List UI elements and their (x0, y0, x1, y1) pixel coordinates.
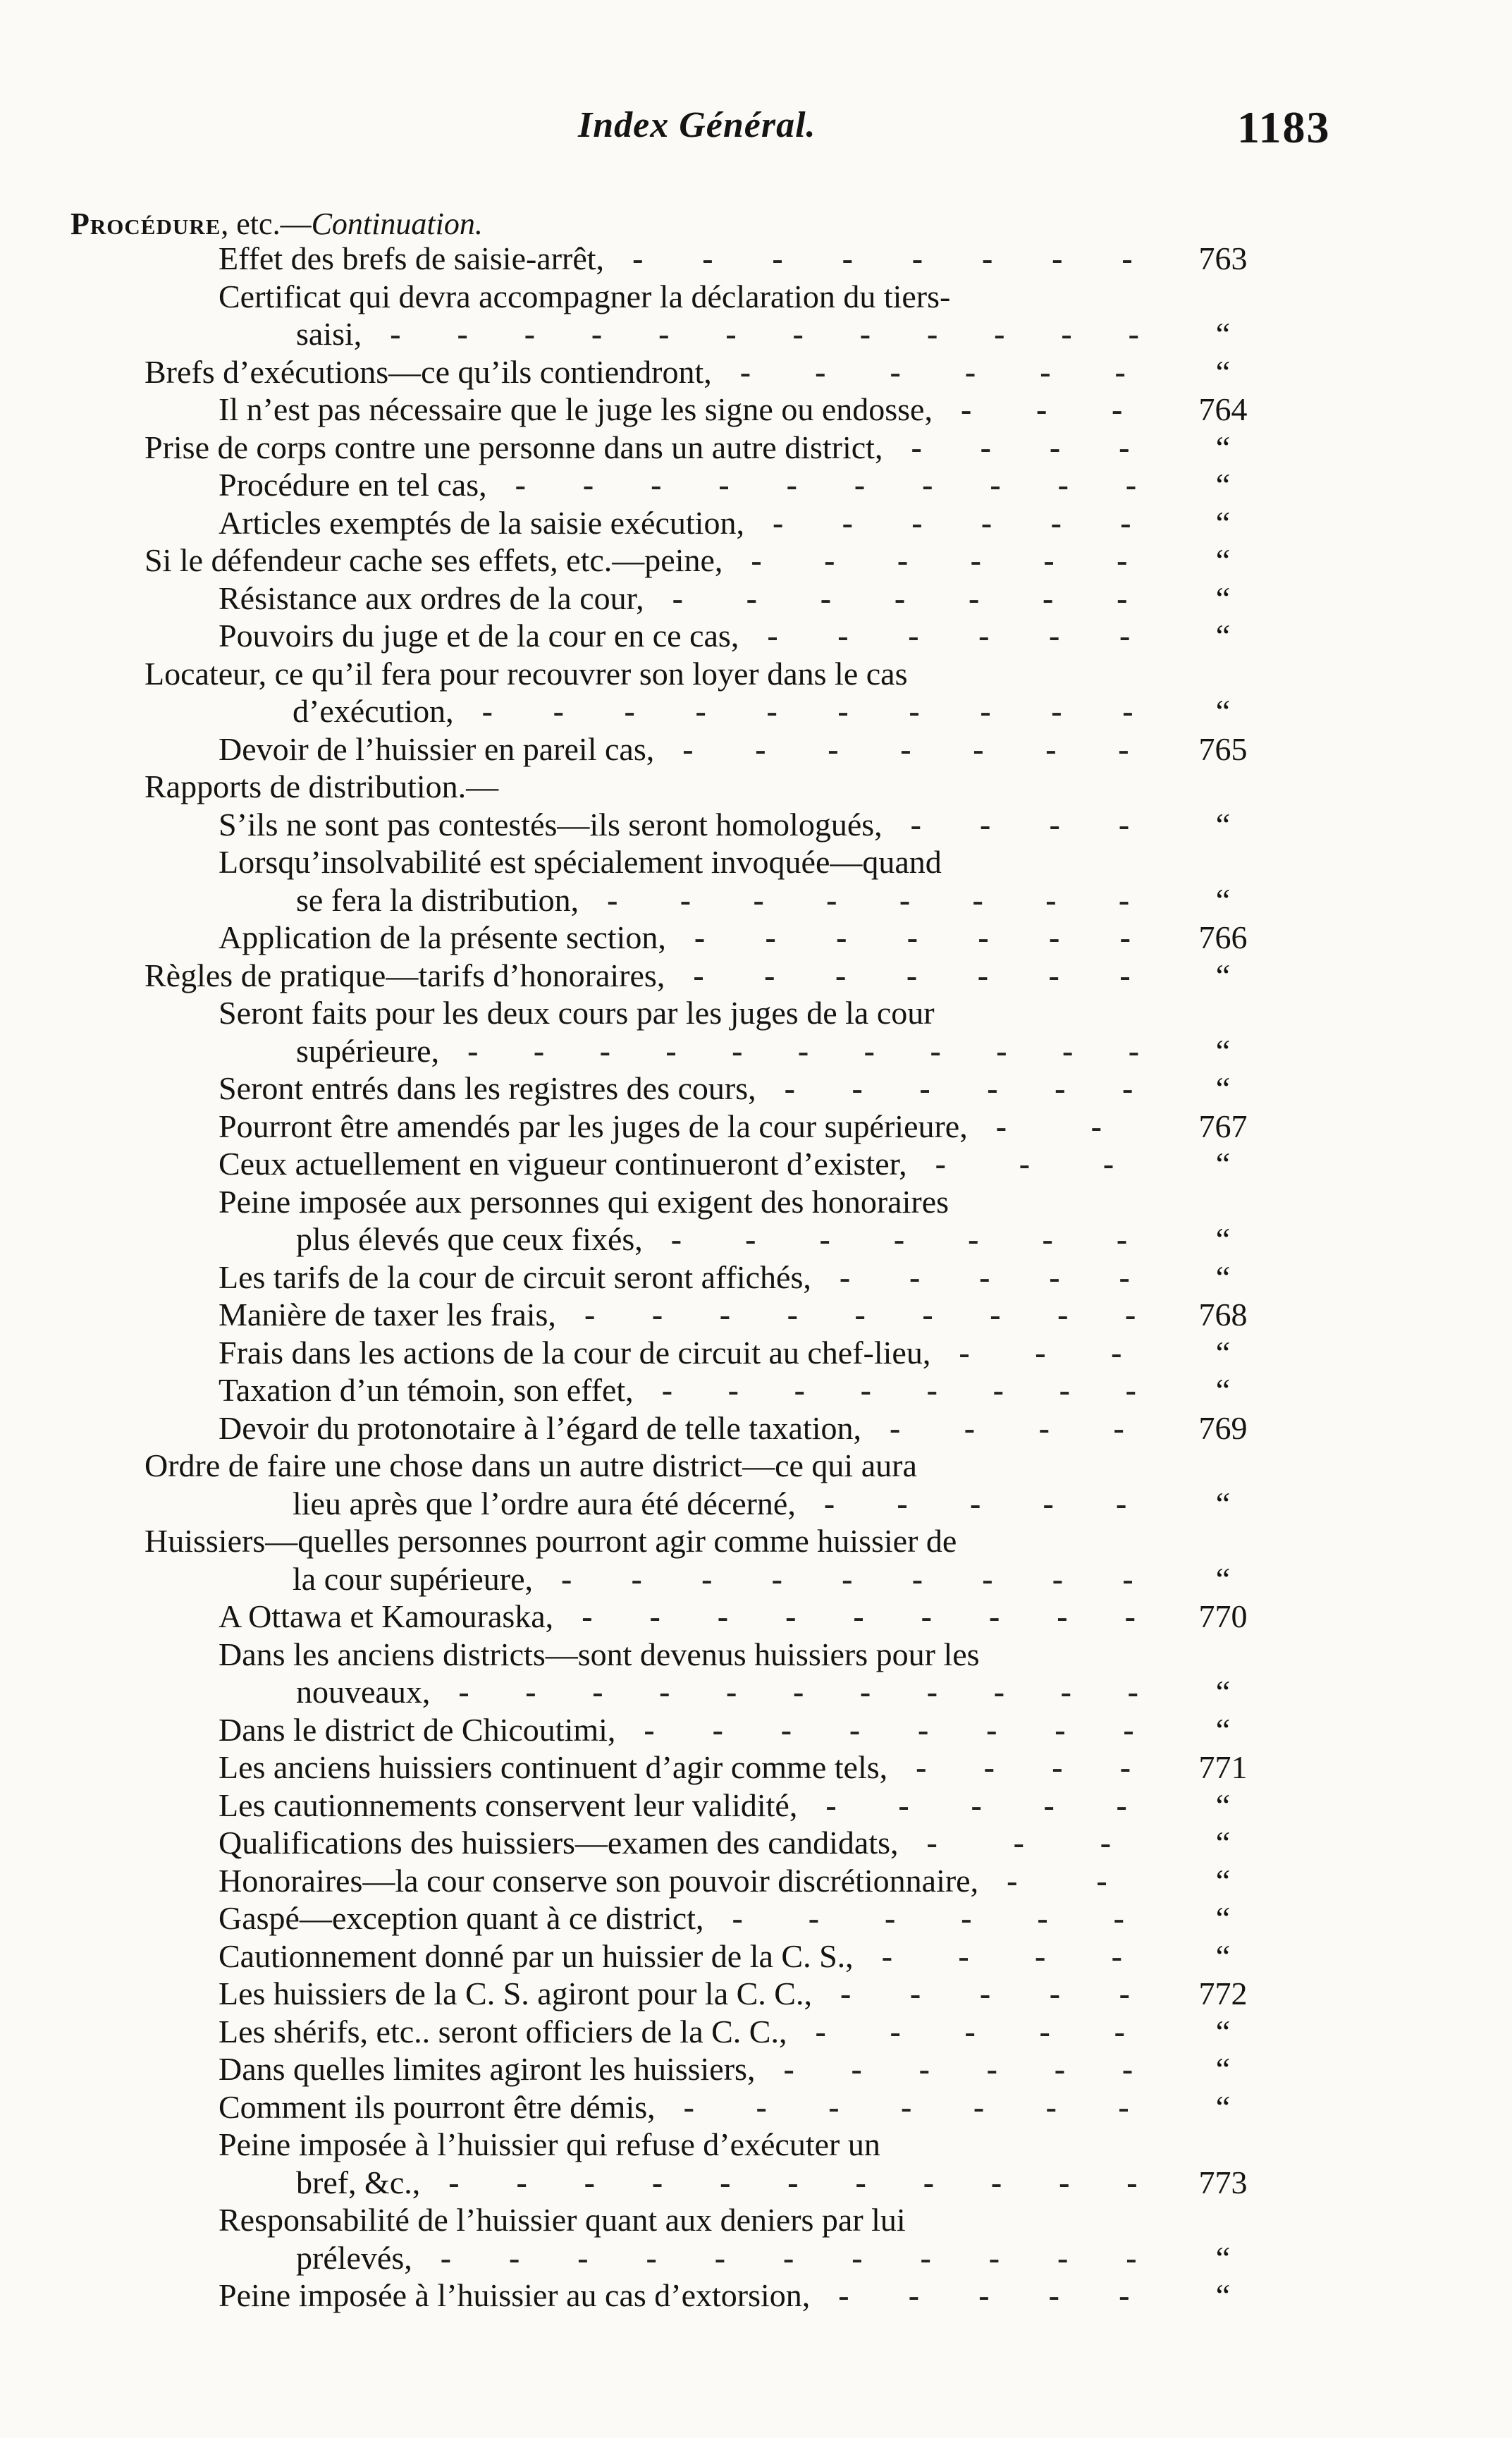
entry-page-ref: “ (1215, 542, 1231, 578)
leader-dashes: --- (935, 1146, 1187, 1182)
entry-text: Devoir de l’huissier en pareil cas, (219, 730, 655, 767)
entry-text: Seront faits pour les deux cours par les juges de la cour (219, 995, 935, 1031)
entry-page-ref: “ (1215, 2013, 1231, 2050)
entry-page-ref: 772 (1198, 1975, 1248, 2011)
entry-page-ref: 768 (1198, 1297, 1248, 1333)
leader-dashes: ------- (672, 580, 1191, 616)
entry-text: Gaspé—exception quant à ce district, (219, 1900, 704, 1936)
entry-page-ref: “ (1215, 429, 1231, 465)
index-entry (0, 617, 1512, 655)
section-heading (70, 206, 483, 242)
leader-dashes: ------------ (390, 316, 1196, 352)
leader-dashes: -------- (644, 1711, 1192, 1748)
entry-text: Huissiers—quelles personnes pourront agir comme huissier de (145, 1523, 957, 1559)
entry-continuation: nouveaux, (296, 1674, 431, 1710)
entry-text: Application de la présente section, (219, 919, 666, 955)
entry-text: Peine imposée à l’huissier qui refuse d’exécuter un (219, 2126, 880, 2162)
entry-continuation: supérieure, (296, 1032, 440, 1069)
index-entry (0, 580, 1512, 618)
leader-dashes: ------ (751, 542, 1190, 578)
entry-text: Frais dans les actions de la cour de circuit au chef-lieu, (219, 1334, 931, 1371)
index-entry (0, 1145, 1512, 1183)
running-title: Index Général. (578, 105, 816, 145)
leader-dashes: --- (960, 391, 1187, 427)
entry-text: Résistance aux ordres de la cour, (219, 580, 644, 616)
entry-text: Les huissiers de la C. S. agiront pour la C. C., (219, 1975, 812, 2011)
index-entry (0, 541, 1512, 580)
entry-text: A Ottawa et Kamouraska, (219, 1598, 554, 1634)
entry-text: Effet des brefs de saisie-arrêt, (219, 240, 605, 276)
entry-text: Lorsqu’insolvabilité est spécialement invoquée—quand (219, 844, 942, 880)
entry-page-ref: “ (1215, 881, 1231, 918)
entry-page-ref: “ (1215, 353, 1231, 390)
index-entry (0, 2050, 1512, 2088)
entry-continuation: prélevés, (296, 2239, 412, 2276)
entry-text: Il n’est pas nécessaire que le juge les signe ou endosse, (219, 391, 933, 427)
entry-page-ref: 771 (1198, 1749, 1248, 1785)
leader-dashes: ----- (838, 2277, 1189, 2313)
entry-text: Rapports de distribution.— (145, 768, 499, 804)
entry-page-ref: 773 (1198, 2164, 1248, 2200)
entry-page-ref: “ (1215, 467, 1231, 503)
entry-text: Les tarifs de la cour de circuit seront affichés, (219, 1258, 811, 1295)
leader-dashes: ----- (839, 1258, 1189, 1295)
entry-text: Dans le district de Chicoutimi, (219, 1711, 616, 1748)
entry-text: Devoir du protonotaire à l’égard de telle taxation, (219, 1409, 861, 1446)
index-entry (0, 957, 1512, 995)
entry-text: Pourront être amendés par les juges de la cour supérieure, (219, 1108, 968, 1144)
index-entry (0, 278, 1512, 353)
leader-dashes: ----------- (458, 1674, 1195, 1710)
entry-page-ref: 765 (1198, 730, 1248, 767)
entry-page-ref: “ (1215, 957, 1231, 993)
entry-text: Brefs d’exécutions—ce qu’ils contiendront, (145, 353, 712, 390)
leader-dashes: ----- (840, 1975, 1189, 2011)
index-entry (0, 1409, 1512, 1447)
index-entry (0, 1258, 1512, 1297)
section-name: Procédure (70, 207, 221, 241)
index-entry (0, 504, 1512, 542)
index-entry (0, 1937, 1512, 1975)
leader-dashes: ---------- (515, 467, 1194, 503)
entry-continuation: lieu après que l’ordre aura été décerné, (293, 1485, 796, 1521)
index-entry (0, 1824, 1512, 1862)
index-entry (0, 1070, 1512, 1108)
entry-page-ref: “ (1215, 2239, 1231, 2276)
leader-dashes: ----------- (448, 2164, 1195, 2200)
section-suffix: , etc.— (221, 207, 312, 241)
entry-page-ref: “ (1215, 1825, 1231, 1861)
entry-page-ref: “ (1215, 806, 1231, 843)
entry-page-ref: “ (1215, 1334, 1231, 1371)
entry-text: Règles de pratique—tarifs d’honoraires, (145, 957, 665, 993)
entry-page-ref: “ (1215, 580, 1231, 616)
leader-dashes: ---- (910, 806, 1188, 843)
entry-page-ref: “ (1215, 1787, 1231, 1823)
entry-page-ref: “ (1215, 1862, 1231, 1899)
entry-text: Peine imposée à l’huissier au cas d’extorsion, (219, 2277, 811, 2313)
entry-text: Comment ils pourront être démis, (219, 2088, 656, 2125)
leader-dashes: ---- (881, 1937, 1188, 1974)
entry-page-ref: “ (1215, 1560, 1231, 1597)
entry-text: Ceux actuellement en vigueur continueront d’exister, (219, 1146, 907, 1182)
index-entry (0, 843, 1512, 919)
leader-dashes: ------- (694, 919, 1191, 955)
index-entry (0, 2201, 1512, 2277)
index-entry (0, 1371, 1512, 1409)
entry-page-ref: 766 (1198, 919, 1248, 955)
entry-text: Dans quelles limites agiront les huissiers, (219, 2051, 756, 2087)
entry-continuation: la cour supérieure, (293, 1560, 534, 1597)
index-entry (0, 919, 1512, 957)
leader-dashes: ------- (682, 730, 1191, 767)
leader-dashes: ---- (889, 1409, 1188, 1446)
entry-text: Qualifications des huissiers—examen des candidats, (219, 1825, 899, 1861)
section-continuation: Continuation. (311, 207, 483, 241)
leader-dashes: -- (1007, 1862, 1186, 1899)
leader-dashes: --- (926, 1825, 1187, 1861)
entry-page-ref: “ (1215, 504, 1231, 541)
leader-dashes: ------ (783, 2051, 1190, 2087)
leader-dashes: --------- (582, 1598, 1193, 1634)
entry-page-ref: “ (1215, 1674, 1231, 1710)
leader-dashes: ----------- (440, 2239, 1195, 2276)
leader-dashes: ----- (825, 1787, 1189, 1823)
entry-text: Si le défendeur cache ses effets, etc.—peine, (145, 542, 723, 578)
entry-page-ref: “ (1215, 618, 1231, 654)
entry-page-ref: “ (1215, 1372, 1231, 1408)
entry-text: Prise de corps contre une personne dans un autre district, (145, 429, 883, 465)
leader-dashes: ------ (732, 1900, 1190, 1936)
entry-page-ref: 764 (1198, 391, 1248, 427)
leader-dashes: ----- (823, 1485, 1189, 1521)
index-entry (0, 1975, 1512, 2013)
entry-page-ref: “ (1215, 1032, 1231, 1069)
index-entry (0, 768, 1512, 806)
entry-page-ref: “ (1215, 1146, 1231, 1182)
index-entry (0, 1748, 1512, 1787)
index-entry (0, 353, 1512, 391)
index-entry (0, 1108, 1512, 1146)
entry-page-ref: “ (1215, 1900, 1231, 1936)
leader-dashes: ------ (739, 353, 1190, 390)
entry-text: Seront entrés dans les registres des cours, (219, 1070, 756, 1106)
entry-page-ref: “ (1215, 316, 1231, 352)
entry-page-ref: “ (1215, 1485, 1231, 1521)
entry-continuation: se fera la distribution, (296, 881, 579, 918)
leader-dashes: ----- (815, 2013, 1189, 2050)
index-entry (0, 466, 1512, 504)
page-header (0, 104, 1512, 161)
entry-continuation: d’exécution, (293, 693, 454, 729)
entry-text: Pouvoirs du juge et de la cour en ce cas, (219, 618, 739, 654)
index-entry (0, 1296, 1512, 1334)
entry-continuation: saisi, (296, 316, 362, 352)
entry-page-ref: “ (1215, 2277, 1231, 2313)
entry-page-ref: “ (1215, 2088, 1231, 2125)
index-entry (0, 1183, 1512, 1258)
leader-dashes: --- (959, 1334, 1187, 1371)
entry-page-ref: 763 (1198, 240, 1248, 276)
entry-text: Les anciens huissiers continuent d’agir comme tels, (219, 1749, 888, 1785)
entry-text: S’ils ne sont pas contestés—ils seront homologués, (219, 806, 883, 843)
entry-page-ref: 769 (1198, 1409, 1248, 1446)
index-entry (0, 1711, 1512, 1749)
leader-dashes: ------- (670, 1221, 1191, 1257)
entry-continuation: bref, &c., (296, 2164, 421, 2200)
index-entry (0, 730, 1512, 768)
page-number: 1183 (1237, 102, 1331, 152)
index-entry (0, 429, 1512, 467)
index-entry (0, 240, 1512, 278)
leader-dashes: ------- (683, 2088, 1191, 2125)
entry-text: Cautionnement donné par un huissier de la C. S., (219, 1937, 854, 1974)
entry-text: Les cautionnements conservent leur validité, (219, 1787, 798, 1823)
leader-dashes: ------- (693, 957, 1191, 993)
entry-page-ref: 770 (1198, 1598, 1248, 1634)
leader-dashes: ---------- (481, 693, 1194, 729)
entry-text: Responsabilité de l’huissier quant aux deniers par lui (219, 2202, 906, 2238)
index-entry (0, 806, 1512, 844)
index-entry (0, 1598, 1512, 1636)
entry-text: Ordre de faire une chose dans un autre district—ce qui aura (145, 1447, 917, 1483)
entry-page-ref: “ (1215, 1221, 1231, 1257)
entry-page-ref: “ (1215, 2051, 1231, 2087)
leader-dashes: ----------- (467, 1032, 1195, 1069)
entry-page-ref: 767 (1198, 1108, 1248, 1144)
entry-page-ref: “ (1215, 1711, 1231, 1748)
entry-text: Taxation d’un témoin, son effet, (219, 1372, 634, 1408)
index-entry (0, 1334, 1512, 1372)
index-entry (0, 1862, 1512, 1900)
entry-page-ref: “ (1215, 1937, 1231, 1974)
entry-text: Articles exemptés de la saisie exécution, (219, 504, 744, 541)
entry-page-ref: “ (1215, 693, 1231, 729)
entry-page-ref: “ (1215, 1258, 1231, 1295)
entry-text: Certificat qui devra accompagner la déclaration du tiers- (219, 278, 951, 314)
index-entry (0, 994, 1512, 1070)
entry-page-ref: “ (1215, 1070, 1231, 1106)
leader-dashes: --------- (584, 1297, 1193, 1333)
index-entries (0, 240, 1512, 2315)
entry-continuation: plus élevés que ceux fixés, (296, 1221, 643, 1257)
index-entry (0, 2277, 1512, 2315)
entry-text: Manière de taxer les frais, (219, 1297, 556, 1333)
index-entry (0, 2088, 1512, 2126)
entry-text: Honoraires—la cour conserve son pouvoir discrétionnaire, (219, 1862, 979, 1899)
index-entry (0, 1636, 1512, 1711)
entry-text: Peine imposée aux personnes qui exigent des honoraires (219, 1183, 949, 1220)
leader-dashes: -------- (607, 881, 1192, 918)
index-entry (0, 1447, 1512, 1522)
index-entry (0, 391, 1512, 429)
leader-dashes: ------ (784, 1070, 1190, 1106)
index-entry (0, 2013, 1512, 2051)
entry-text: Locateur, ce qu’il fera pour recouvrer son loyer dans le cas (145, 655, 908, 692)
leader-dashes: ---- (911, 429, 1188, 465)
leader-dashes: ------ (767, 618, 1190, 654)
leader-dashes: --------- (561, 1560, 1193, 1597)
leader-dashes: -- (995, 1108, 1186, 1144)
leader-dashes: ------ (772, 504, 1190, 541)
leader-dashes: -------- (661, 1372, 1192, 1408)
leader-dashes: ---- (916, 1749, 1188, 1785)
entry-text: Dans les anciens districts—sont devenus huissiers pour les (219, 1636, 980, 1672)
index-entry (0, 2126, 1512, 2201)
index-entry (0, 655, 1512, 730)
index-entry (0, 1522, 1512, 1598)
index-entry (0, 1899, 1512, 1937)
entry-text: Les shérifs, etc.. seront officiers de la C. C., (219, 2013, 787, 2050)
leader-dashes: -------- (632, 240, 1192, 276)
entry-text: Procédure en tel cas, (219, 467, 487, 503)
index-entry (0, 1787, 1512, 1825)
